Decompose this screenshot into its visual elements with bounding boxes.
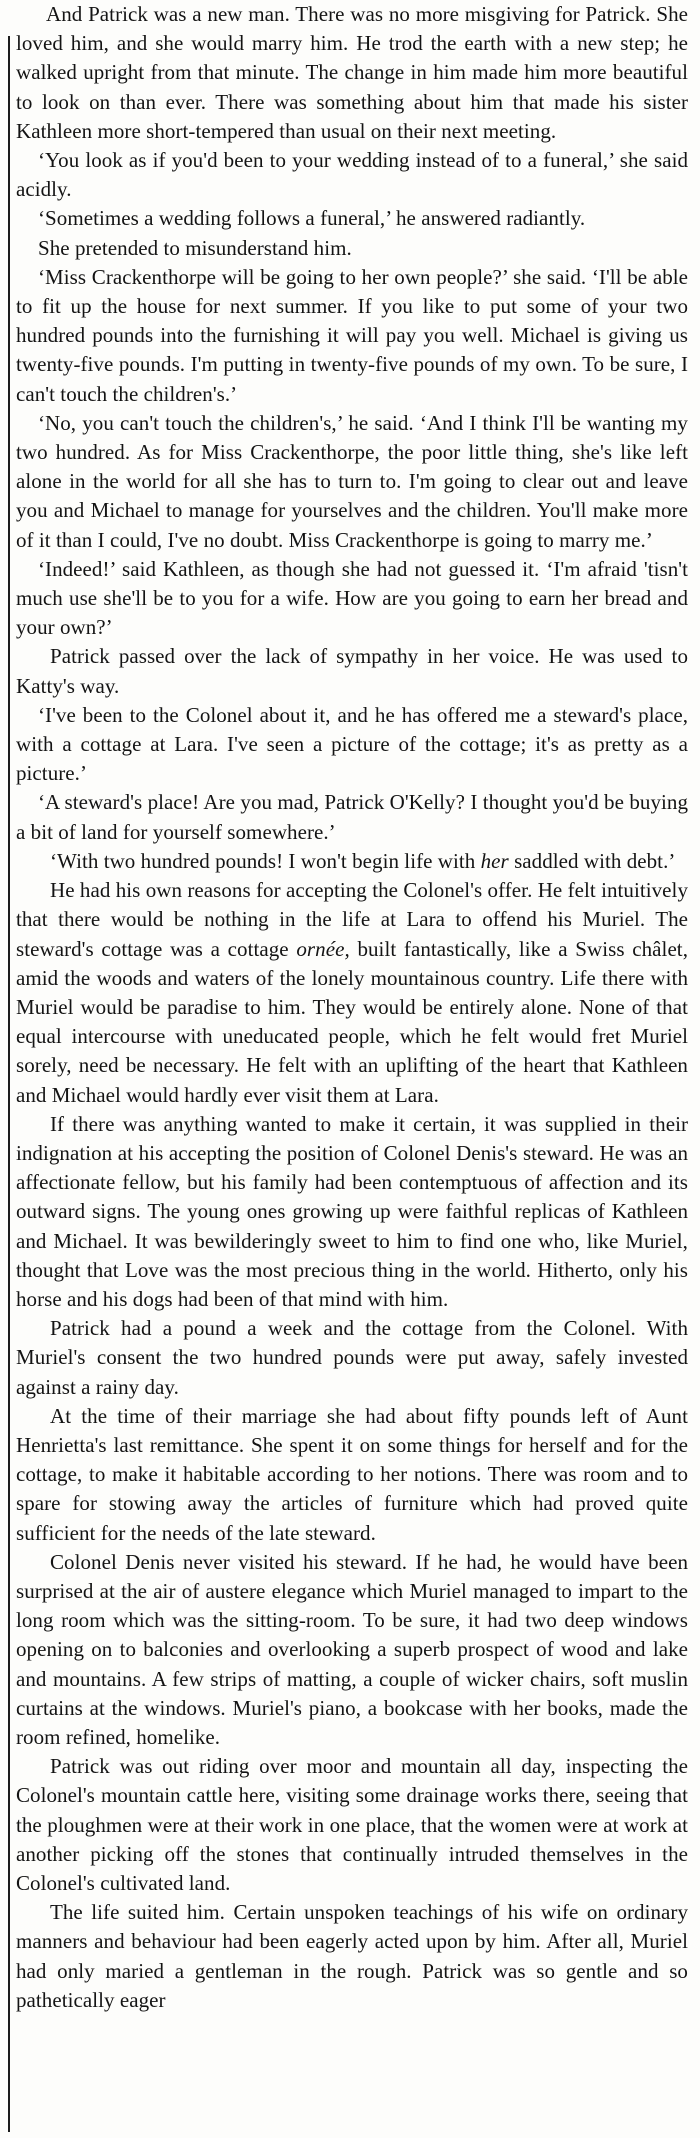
paragraph-11-start: ‘With two hundred pounds! I won't begin life with (50, 848, 481, 873)
paragraph-5: ‘Miss Crackenthorpe will be going to her own people?’ she said. ‘I'll be able to fit up the house for next summer. If you like to put some of your two hundred pounds into the furnishing it will pay you well. Michael is giving us twenty-five pounds. I'm putting in twenty-five pounds of my own. To be sure, I can't touch the children's.’ (16, 264, 688, 406)
page-text (16, 0, 688, 2015)
paragraph-18: The life suited him. Certain unspoken teachings of his wife on ordinary manners and behaviour had been eagerly acted upon by him. After all, Muriel had only maried a gentleman in the rough. Patrick was so gentle and so pathetically eager (16, 1900, 688, 2012)
paragraph-12-end: built fantastically, like a Swiss châlet, amid the woods and waters of the lonely mountainous country. Life there with Muriel would be paradise to him. They would be entirely alone. None of that equal intercourse with uneducated people, which he felt would fret Muriel sorely, need be necessary. He felt with an uplifting of the heart that Kathleen and Michael would hardly ever visit them at Lara. (16, 936, 688, 1107)
paragraph-12-start: He had his own reasons for accepting the Colonel's offer. He felt intuitively that there would be nothing in the life at Lara to offend his Muriel. The steward's cottage was a cottage (16, 878, 688, 961)
paragraph-14: Patrick had a pound a week and the cottage from the Colonel. With Muriel's consent the two hundred pounds were put away, safely invested against a rainy day. (16, 1316, 688, 1399)
paragraph-17: Patrick was out riding over moor and mountain all day, inspecting the Colonel's mountain cattle here, visiting some drainage works there, seeing that the ploughmen were at their work in one place, that the women were at work at another picking off the stones that continually intruded themselves in the Colonel's cultivated land. (16, 1754, 688, 1895)
paragraph-4: She pretended to misunderstand him. (38, 235, 352, 260)
paragraph-16: Colonel Denis never visited his steward. If he had, he would have been surprised at the air of austere elegance which Muriel managed to impart to the long room which was the sitting-room. To be sure, it had two deep windows opening on to balconies and overlooking a superb prospect of wood and lake and mountains. A few strips of matting, a couple of wicker chairs, soft muslin curtains at the windows. Muriel's piano, a bookcase with her books, made the room refined, homelike. (16, 1549, 688, 1749)
paragraph-11 (16, 847, 688, 876)
margin-rule (8, 36, 10, 2132)
paragraph-12 (16, 876, 688, 1110)
paragraph-10: ‘A steward's place! Are you mad, Patrick O'Kelly? I thought you'd be buying a bit of land for yourself somewhere.’ (16, 790, 688, 844)
paragraph-11-end: saddled with debt.’ (508, 848, 676, 873)
paragraph-11-italic: her (480, 848, 509, 873)
paragraph-7: ‘Indeed!’ said Kathleen, as though she had not guessed it. ‘I'm afraid 'tisn't much use she'll be to you for a wife. How are you going to earn her bread and your own?’ (16, 556, 688, 640)
paragraph-1: And Patrick was a new man. There was no more misgiving for Patrick. She loved him, and she would marry him. He trod the earth with a new step; he walked upright from that minute. The change in him made him more beautiful to look on than ever. There was something about him that made his sister Kathleen more short-tempered than usual on their next meeting. (16, 2, 688, 143)
paragraph-2: ‘You look as if you'd been to your wedding instead of to a funeral,’ she said acidly. (16, 148, 688, 202)
paragraph-13: If there was anything wanted to make it certain, it was supplied in their indignation at his accepting the position of Colonel Denis's steward. He was an affectionate fellow, but his family had been contemptuous of affection and its outward signs. The young ones growing up were faithful replicas of Kathleen and Michael. It was bewilderingly sweet to him to find one who, like Muriel, thought that Love was the most precious thing in the world. Hitherto, only his horse and his dogs had been of that mind with him. (16, 1111, 688, 1311)
paragraph-8: Patrick passed over the lack of sympathy in her voice. He was used to Katty's way. (16, 644, 688, 698)
paragraph-15: At the time of their marriage she had about fifty pounds left of Aunt Henrietta's last remittance. She spent it on some things for herself and for the cottage, to make it habitable according to her notions. There was room and to spare for stowing away the articles of furniture which had proved quite sufficient for the needs of the late steward. (16, 1403, 688, 1545)
paragraph-3: ‘Sometimes a wedding follows a funeral,’ he answered radiantly. (38, 206, 586, 231)
paragraph-9: ‘I've been to the Colonel about it, and he has offered me a steward's place, with a cottage at Lara. I've seen a picture of the cottage; it's as pretty as a picture.’ (16, 702, 688, 786)
paragraph-6: ‘No, you can't touch the children's,’ he said. ‘And I think I'll be wanting my two hundred. As for Miss Crackenthorpe, the poor little thing, she's like left alone in the world for all she has to turn to. I'm going to clear out and leave you and Michael to manage for yourselves and the children. You'll make more of it than I could, I've no doubt. Miss Crackenthorpe is going to marry me.’ (16, 410, 688, 552)
paragraph-12-italic: ornée, (296, 936, 350, 961)
